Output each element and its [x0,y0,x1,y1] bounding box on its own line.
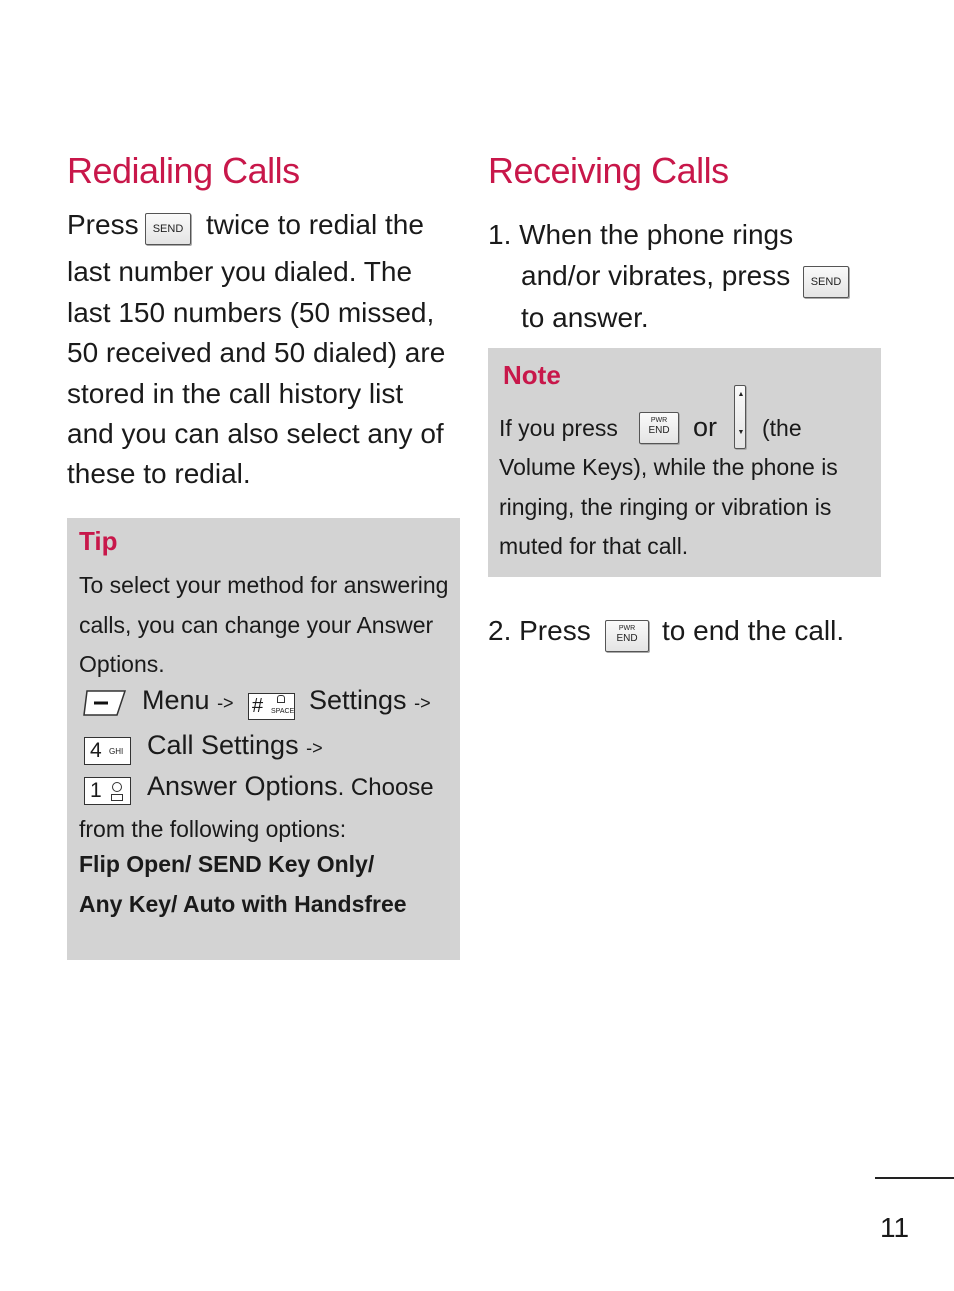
note-if-you-press: If you press [499,415,618,441]
step2-rest: to end the call. [662,615,845,646]
body-line-3: last 150 numbers (50 missed, [67,297,435,328]
lock-icon [277,695,285,703]
call-settings-label: Call Settings [147,730,299,760]
options-line-2: Any Key/ Auto with Handsfree [79,891,407,917]
page-number: 11 [880,1212,910,1243]
step1-line-3: to answer. [521,302,649,333]
menu-path-line [142,685,234,716]
voicemail-icon [112,782,122,792]
note-box [488,348,881,577]
tip-box [67,518,460,960]
send-key-icon: SEND [145,213,191,245]
tip-line-3: Options. [79,651,165,677]
from-following-text: from the following options: [79,816,347,842]
receiving-calls-heading: Receiving Calls [488,150,729,191]
answer-options-path [147,771,434,802]
footer-rule [875,1177,954,1179]
note-the: (the [762,415,802,441]
volume-down-icon: ▼ [737,429,745,436]
choose-text: . Choose [337,774,434,801]
arrow: -> [414,693,431,713]
volume-keys-icon [734,385,746,449]
note-or: or [693,412,718,442]
settings-path [309,685,431,716]
menu-label: Menu [142,685,210,715]
four-ghi-key-icon: 4 GHI [84,737,131,765]
body-line-5: stored in the call history list [67,378,404,409]
note-label: Note [503,360,561,390]
tip-line-1: To select your method for answering [79,572,449,598]
tip-line-2: calls, you can change your Answer [79,612,434,638]
redialing-calls-heading: Redialing Calls [67,150,300,191]
volume-up-icon: ▲ [737,391,745,398]
step2-press: 2. Press [488,615,591,646]
step1-line-2: and/or vibrates, press [521,260,791,291]
note-line-4: muted for that call. [499,533,689,559]
arrow: -> [217,693,234,713]
body-line-7: these to redial. [67,458,251,489]
end-key-icon: PWR END [605,620,649,652]
note-line-3: ringing, the ringing or vibration is [499,494,832,520]
settings-label: Settings [309,685,407,715]
press-word: Press [67,209,139,240]
pound-key-icon: # SPACE [248,693,295,720]
body-line-1: twice to redial the [206,209,424,240]
body-line-6: and you can also select any of [67,418,444,449]
send-key-icon: SEND [803,266,849,298]
answer-options-label: Answer Options [147,771,338,801]
end-key-icon: PWR END [639,412,679,444]
body-line-2: last number you dialed. The [67,256,413,287]
options-line-1: Flip Open/ SEND Key Only/ [79,851,375,877]
note-line-2: Volume Keys), while the phone is [499,454,838,480]
call-settings-path [147,730,323,761]
tip-label: Tip [79,526,118,556]
one-key-icon: 1 [84,777,131,805]
step1-line-1: 1. When the phone rings [488,219,794,250]
envelope-icon [111,794,123,801]
soft-key-icon [81,688,129,718]
arrow: -> [306,738,323,758]
body-line-4: 50 received and 50 dialed) are [67,337,446,368]
